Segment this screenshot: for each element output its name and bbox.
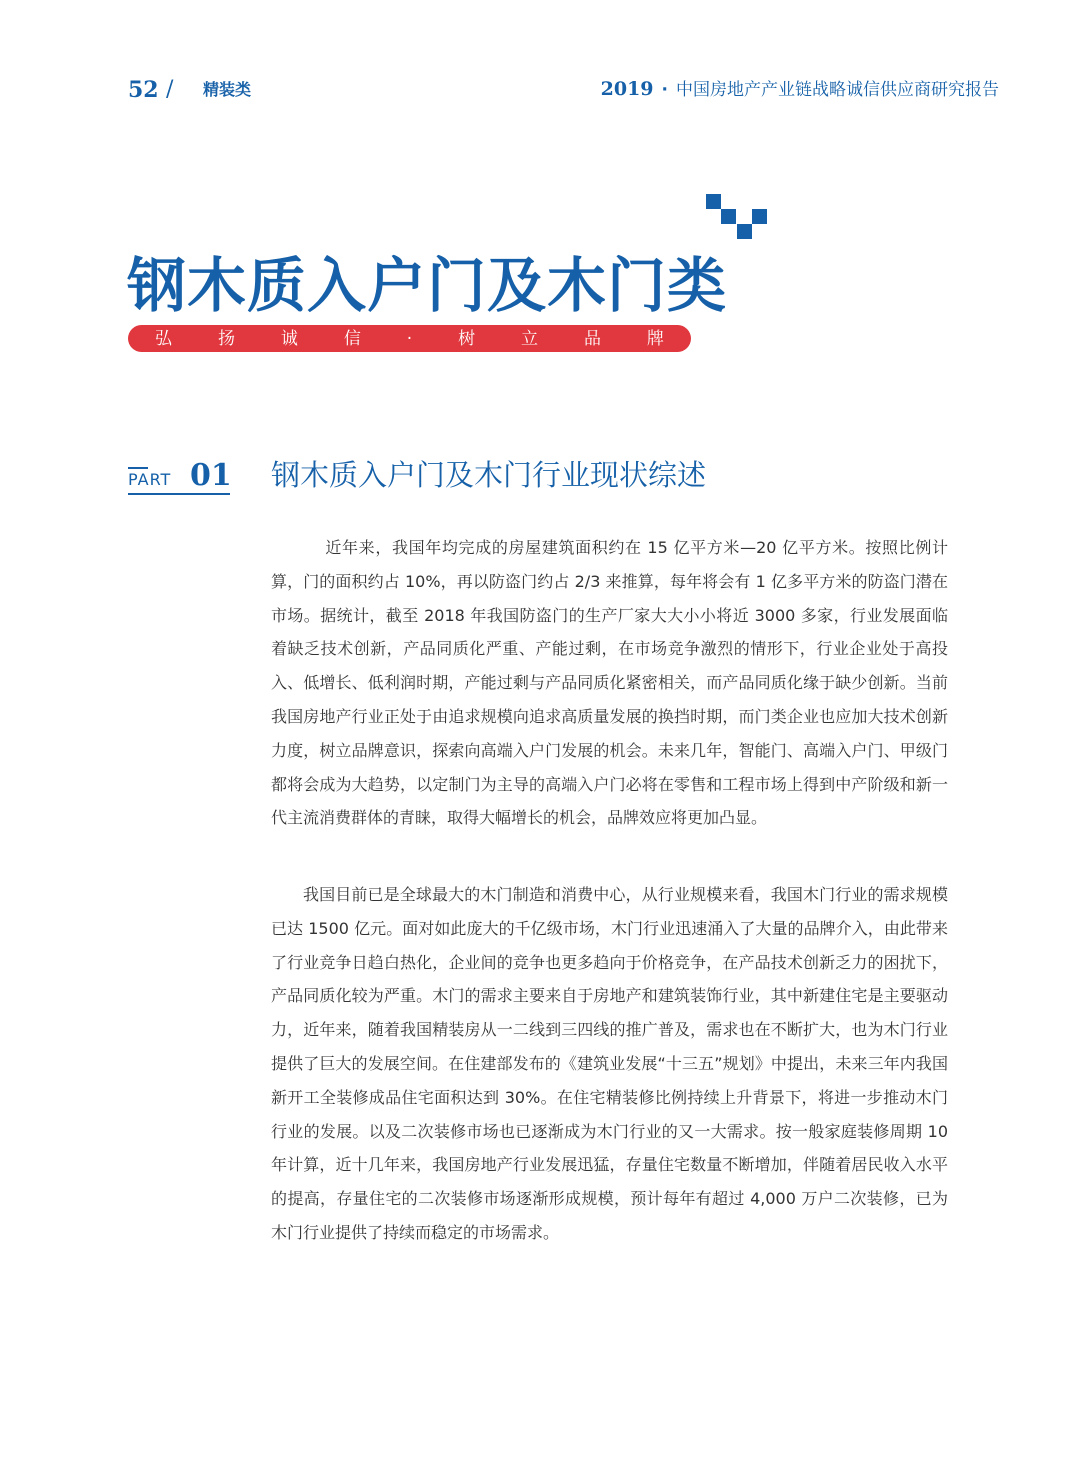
chapter-title: 钢木质入户门及木门类	[127, 251, 728, 320]
report-dot: ·	[661, 80, 668, 100]
part-label: PART	[128, 470, 172, 489]
part-number: 01	[190, 458, 232, 493]
part-underline	[128, 493, 230, 495]
slogan-char: ·	[406, 328, 413, 349]
section-label: 精装类	[203, 80, 252, 99]
report-header	[601, 78, 999, 101]
slogan-char: 扬	[217, 328, 235, 349]
section-heading: 钢木质入户门及木门行业现状综述	[271, 458, 707, 492]
pixel-block	[706, 194, 721, 209]
part-top-rule	[128, 467, 148, 469]
pixel-block	[721, 209, 736, 224]
pixel-block	[752, 209, 767, 224]
slogan-char: 诚	[280, 328, 298, 349]
slogan-char: 牌	[646, 328, 664, 349]
report-year: 2019	[600, 78, 654, 100]
body-paragraph: 近年来，我国年均完成的房屋建筑面积约在 15 亿平方米—20 亿平方米。按照比例计算，门的面积约占 10%，再以防盗门约占 2/3 来推算，每年将会有 1 亿多平方米的防盗门潜在市场。据统计，截至 2018 年我国防盗门的生产厂家大大小小将近 3000 多家，行业发展面临着缺乏技术创新，产品同质化严重、产能过剩，在市场竞争激烈的情形下，行业企业处于高投入、低增长、低利润时期，产能过剩与产品同质化紧密相关，而产品同质化缘于缺少创新。当前我国房地产行业正处于由追求规模向追求高质量发展的换挡时期，而门类企业也应加大技术创新力度，树立品牌意识，探索向高端入户门发展的机会。未来几年，智能门、高端入户门、甲级门都将会成为大趋势，以定制门为主导的高端入户门必将在零售和工程市场上得到中产阶级和新一代主流消费群体的青睐，取得大幅增长的机会，品牌效应将更加凸显。	[271, 538, 948, 828]
slogan-char: 品	[583, 328, 601, 349]
page-number: 52	[128, 77, 159, 103]
page-separator: /	[166, 77, 174, 102]
slogan-char: 立	[521, 328, 539, 349]
report-title: 中国房地产产业链战略诚信供应商研究报告	[676, 80, 999, 100]
slogan-char: 弘	[155, 328, 172, 349]
body-paragraph: 我国目前已是全球最大的木门制造和消费中心，从行业规模来看，我国木门行业的需求规模已达 1500 亿元。面对如此庞大的千亿级市场，木门行业迅速涌入了大量的品牌介入，由此带来了行业竞争日趋白热化，企业间的竞争也更多趋向于价格竞争，在产品技术创新乏力的困扰下，产品同质化较为严重。木门的需求主要来自于房地产和建筑装饰行业，其中新建住宅是主要驱动力，近年来，随着我国精装房从一二线到三四线的推广普及，需求也在不断扩大，也为木门行业提供了巨大的发展空间。在住建部发布的《建筑业发展“十三五”规划》中提出，未来三年内我国新开工全装修成品住宅面积达到 30%。在住宅精装修比例持续上升背景下，将进一步推动木门行业的发展。以及二次装修市场也已逐渐成为木门行业的又一大需求。按一般家庭装修周期 10 年计算，近十几年来，我国房地产行业发展迅猛，存量住宅数量不断增加，伴随着居民收入水平的提高，存量住宅的二次装修市场逐渐形成规模，预计每年有超过 4,000 万户二次装修，已为木门行业提供了持续而稳定的市场需求。	[271, 885, 948, 1242]
slogan-bar	[128, 325, 691, 352]
slogan-char: 树	[458, 328, 476, 349]
pixel-block	[737, 224, 752, 239]
slogan-char: 信	[343, 328, 361, 349]
